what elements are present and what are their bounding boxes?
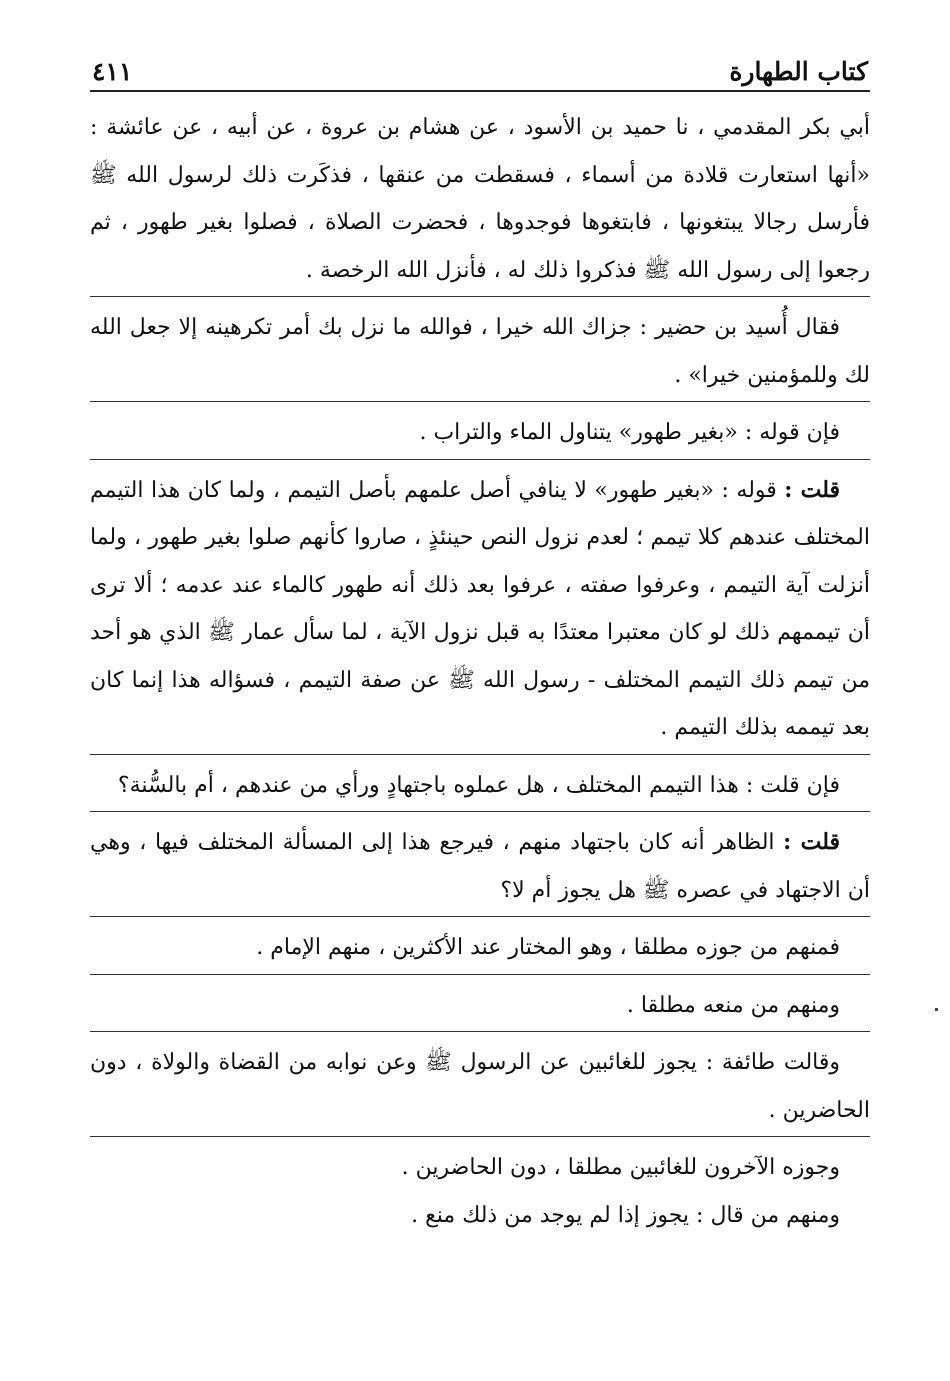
paragraph	[90, 758, 870, 810]
paragraph-text: وجوزه الآخرون للغائبين مطلقا ، دون الحاضرين .	[401, 1155, 840, 1180]
paragraph	[90, 463, 870, 752]
paragraph	[90, 978, 870, 1030]
paragraph	[90, 405, 870, 457]
paragraph	[90, 104, 870, 294]
paragraph	[90, 1192, 870, 1240]
margin-dot	[935, 1008, 938, 1011]
paragraph	[90, 1140, 870, 1192]
paragraph-divider	[90, 811, 870, 812]
paragraph-text: ومنهم من قال : يجوز إذا لم يوجد من ذلك منع .	[411, 1202, 840, 1228]
paragraph-divider	[90, 401, 870, 402]
paragraph	[90, 1035, 870, 1134]
paragraph-text: فمنهم من جوزه مطلقا ، وهو المختار عند الأكثرين ، منهم الإمام .	[256, 935, 840, 960]
paragraph-divider	[90, 916, 870, 917]
paragraph	[90, 815, 870, 914]
document-page	[90, 30, 870, 1360]
page-number: ٤١١	[92, 57, 133, 86]
paragraph-divider	[90, 296, 870, 297]
paragraph-divider	[90, 459, 870, 460]
body-text	[90, 104, 870, 1239]
paragraph-divider	[90, 754, 870, 755]
paragraph-lead: قلت :	[783, 829, 840, 855]
paragraph-text: ومنهم من منعه مطلقا .	[626, 992, 840, 1018]
book-title: كتاب الطهارة	[729, 57, 868, 86]
paragraph-text: فقال أُسيد بن حضير : جزاك الله خيرا ، فوالله ما نزل بك أمر تكرهينه إلا جعل الله لك وللمؤمنين خيرا» .	[90, 315, 870, 388]
paragraph-text: فإن قلت : هذا التيمم المختلف ، هل عملوه باجتهادٍ ورأي من عندهم ، أم بالسُّنة؟	[117, 772, 840, 798]
paragraph-divider	[90, 1136, 870, 1137]
running-header	[90, 30, 870, 92]
paragraph-text: فإن قوله : «بغير طهور» يتناول الماء والتراب .	[419, 420, 840, 445]
paragraph-text: أبي بكر المقدمي ، نا حميد بن الأسود ، عن هشام بن عروة ، عن أبيه ، عن عائشة : «أنها استعارت قلادة من أسماء ، فسقطت من عنقها ، فذكَرت ذلك لرسول الله ﷺ فأرسل رجالا يبتغونها ، فابتغوها فوجدوها ، فحضرت الصلاة ، فصلوا بغير طهور ، ثم رجعوا إلى رسول الله ﷺ فذكروا ذلك له ، فأنزل الله الرخصة .	[90, 115, 870, 283]
paragraph-divider	[90, 1031, 870, 1032]
paragraph	[90, 300, 870, 399]
paragraph-lead: قلت :	[784, 476, 840, 503]
paragraph	[90, 920, 870, 972]
paragraph-text: وقالت طائفة : يجوز للغائبين عن الرسول ﷺ وعن نوابه من القضاة والولاة ، دون الحاضرين .	[90, 1050, 870, 1123]
paragraph-divider	[90, 974, 870, 975]
paragraph-text: قوله : «بغير طهور» لا ينافي أصل علمهم بأصل التيمم ، ولما كان هذا التيمم المختلف عندهم كلا تيمم ؛ لعدم نزول النص حينئذٍ ، صاروا كأنهم صلوا بغير طهور ، ولما أنزلت آية التيمم ، وعرفوا صفته ، عرفوا بعد ذلك أنه طهور كالماء عند عدمه ؛ ألا ترى أن تيممهم ذلك لو كان معتبرا معتدًا به قبل نزول الآية ، لما سأل عمار ﷺ الذي هو أحد من تيمم ذلك التيمم المختلف - رسول الله ﷺ عن صفة التيمم ، فسؤاله هذا إنما كان بعد تيممه بذلك التيمم .	[90, 477, 870, 740]
paragraph-text: الظاهر أنه كان باجتهاد منهم ، فيرجع هذا إلى المسألة المختلف فيها ، وهي أن الاجتهاد في عصره ﷺ هل يجوز أم لا؟	[90, 830, 870, 903]
